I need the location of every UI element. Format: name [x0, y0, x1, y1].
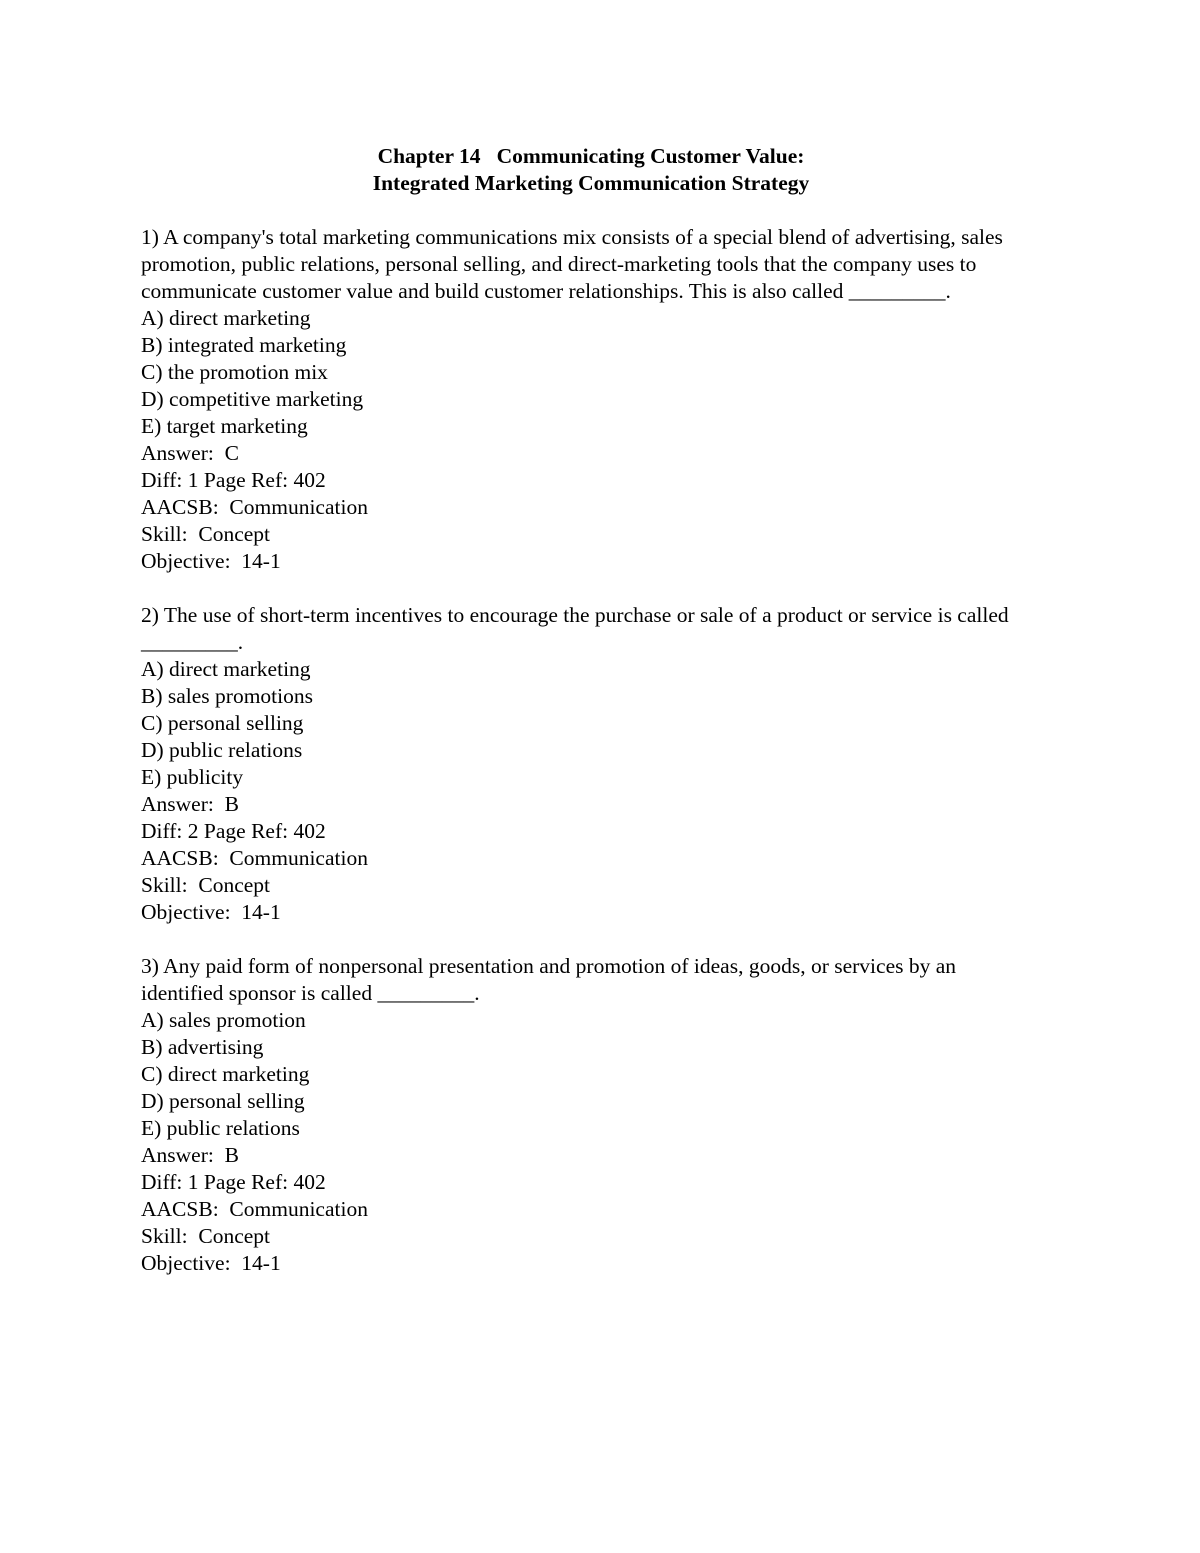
question-3-diff: Diff: 1 Page Ref: 402	[141, 1170, 326, 1194]
question-1-aacsb: AACSB: Communication	[141, 495, 368, 519]
question-2-option-d: D) public relations	[141, 738, 303, 762]
question-1-option-b: B) integrated marketing	[141, 333, 347, 357]
question-2-answer: Answer: B	[141, 792, 239, 816]
question-1	[141, 224, 1041, 575]
question-3-option-e: E) public relations	[141, 1116, 300, 1140]
question-1-option-d: D) competitive marketing	[141, 387, 364, 411]
question-3-option-d: D) personal selling	[141, 1089, 305, 1113]
question-2-option-c: C) personal selling	[141, 711, 304, 735]
question-1-option-e: E) target marketing	[141, 414, 308, 438]
question-2-option-e: E) publicity	[141, 765, 244, 789]
question-1-option-c: C) the promotion mix	[141, 360, 328, 384]
question-1-option-a: A) direct marketing	[141, 306, 311, 330]
question-3	[141, 953, 1041, 1277]
question-2-option-a: A) direct marketing	[141, 657, 311, 681]
question-1-text: 1) A company's total marketing communications mix consists of a special blend of advertising, sales promotion, public relations, personal selling, and direct-marketing tools that the company uses to communicate customer value and build customer relationships. This is also called _________.	[141, 225, 1003, 303]
question-list	[141, 224, 1041, 1277]
question-3-option-b: B) advertising	[141, 1035, 264, 1059]
question-3-skill: Skill: Concept	[141, 1224, 270, 1248]
question-2-text: 2) The use of short-term incentives to encourage the purchase or sale of a product or service is called _________.	[141, 603, 1009, 654]
question-1-objective: Objective: 14-1	[141, 549, 281, 573]
question-3-answer: Answer: B	[141, 1143, 239, 1167]
chapter-title-line-1: Chapter 14 Communicating Customer Value:	[377, 144, 805, 168]
question-1-skill: Skill: Concept	[141, 522, 270, 546]
question-2-diff: Diff: 2 Page Ref: 402	[141, 819, 326, 843]
question-3-text: 3) Any paid form of nonpersonal presentation and promotion of ideas, goods, or services by an identified sponsor is called _________.	[141, 954, 957, 1005]
question-2-skill: Skill: Concept	[141, 873, 270, 897]
chapter-title-line-2: Integrated Marketing Communication Strategy	[372, 171, 810, 195]
document-page	[141, 143, 1041, 1304]
question-2	[141, 602, 1041, 926]
question-2-aacsb: AACSB: Communication	[141, 846, 368, 870]
question-1-diff: Diff: 1 Page Ref: 402	[141, 468, 326, 492]
question-3-option-c: C) direct marketing	[141, 1062, 310, 1086]
question-3-aacsb: AACSB: Communication	[141, 1197, 368, 1221]
question-2-option-b: B) sales promotions	[141, 684, 313, 708]
question-2-objective: Objective: 14-1	[141, 900, 281, 924]
question-3-objective: Objective: 14-1	[141, 1251, 281, 1275]
chapter-title	[141, 143, 1041, 197]
question-3-option-a: A) sales promotion	[141, 1008, 306, 1032]
question-1-answer: Answer: C	[141, 441, 239, 465]
